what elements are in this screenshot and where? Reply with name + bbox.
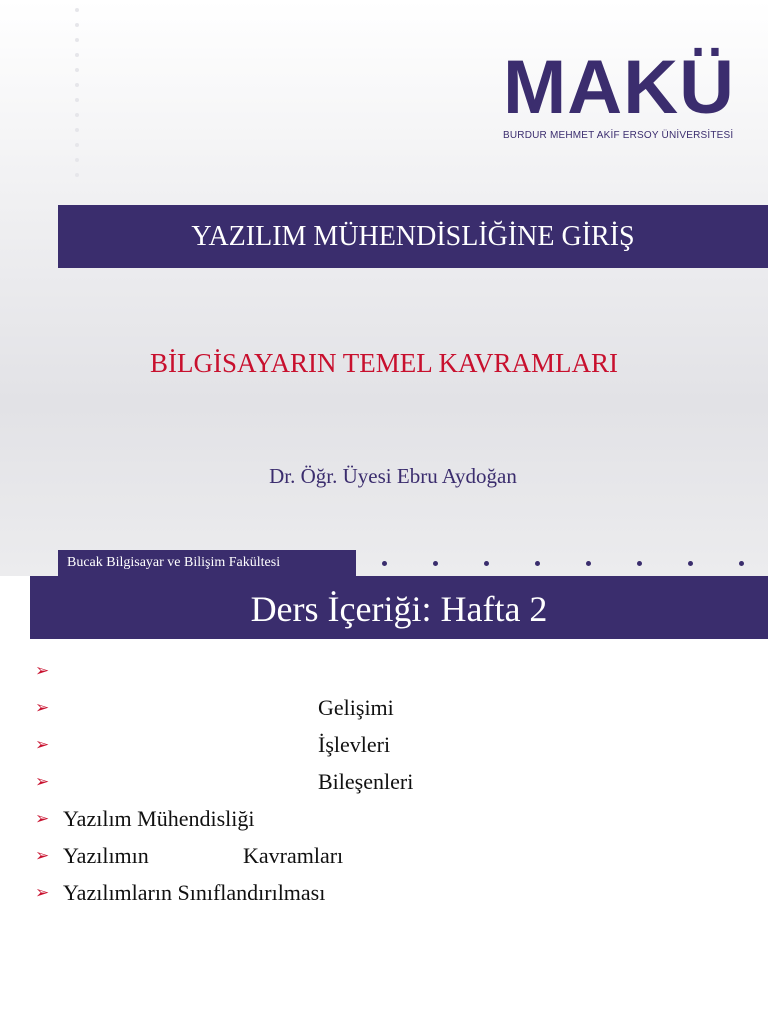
list-item [35,880,326,917]
list-item [35,806,255,843]
decorative-dot [75,158,79,162]
decorative-dot [75,143,79,147]
list-item [35,769,414,806]
arrow-bullet-icon: ➢ [35,661,50,681]
list-item-text-secondary: Bileşenleri [318,769,414,794]
decorative-dot [75,128,79,132]
list-item [35,695,394,732]
decorative-dot [75,98,79,102]
logo-wordmark: MAKÜ [503,45,735,130]
decorative-dot [75,23,79,27]
list-item-text-secondary: Kavramları [243,843,344,868]
decorative-dot [75,173,79,177]
arrow-bullet-icon: ➢ [35,883,50,903]
footer-dot-row [380,561,760,567]
list-item-text: Yazılımın [63,843,149,868]
footer-dot [586,561,591,566]
lecture-title: BİLGİSAYARIN TEMEL KAVRAMLARI [149,348,619,378]
arrow-bullet-icon: ➢ [35,846,50,866]
decorative-dot [75,38,79,42]
list-item-text-secondary: Gelişimi [318,695,394,720]
university-logo [503,45,763,141]
decorative-dot [75,53,79,57]
content-slide [0,576,768,1024]
decorative-dot [75,8,79,12]
decorative-dot [75,68,79,72]
list-item [35,843,344,880]
footer-dot [637,561,642,566]
list-item-text: Yazılımların Sınıflandırılması [63,880,326,905]
content-title-banner: Ders İçeriği: Hafta 2 [30,576,768,639]
arrow-bullet-icon: ➢ [35,698,50,718]
arrow-bullet-icon: ➢ [35,735,50,755]
list-item [35,732,391,769]
logo-university-name: BURDUR MEHMET AKİF ERSOY ÜNİVERSİTESİ [503,130,734,141]
decorative-dot-column [73,8,81,188]
list-item-text: Yazılım Mühendisliği [63,806,255,831]
footer-dot [739,561,744,566]
list-item-text-secondary: İşlevleri [318,732,391,757]
lecturer-name: Dr. Öğr. Üyesi Ebru Aydoğan [269,464,517,488]
footer-dot [484,561,489,566]
decorative-dot [75,113,79,117]
arrow-bullet-icon: ➢ [35,772,50,792]
list-item [35,658,57,695]
footer-dot [382,561,387,566]
decorative-dot [75,83,79,87]
footer-dot [688,561,693,566]
footer-dot [535,561,540,566]
arrow-bullet-icon: ➢ [35,809,50,829]
footer-dot [433,561,438,566]
content-list [35,658,414,917]
faculty-label: Bucak Bilgisayar ve Bilişim Fakültesi [58,550,356,576]
course-title-banner: YAZILIM MÜHENDİSLİĞİNE GİRİŞ [58,205,768,268]
